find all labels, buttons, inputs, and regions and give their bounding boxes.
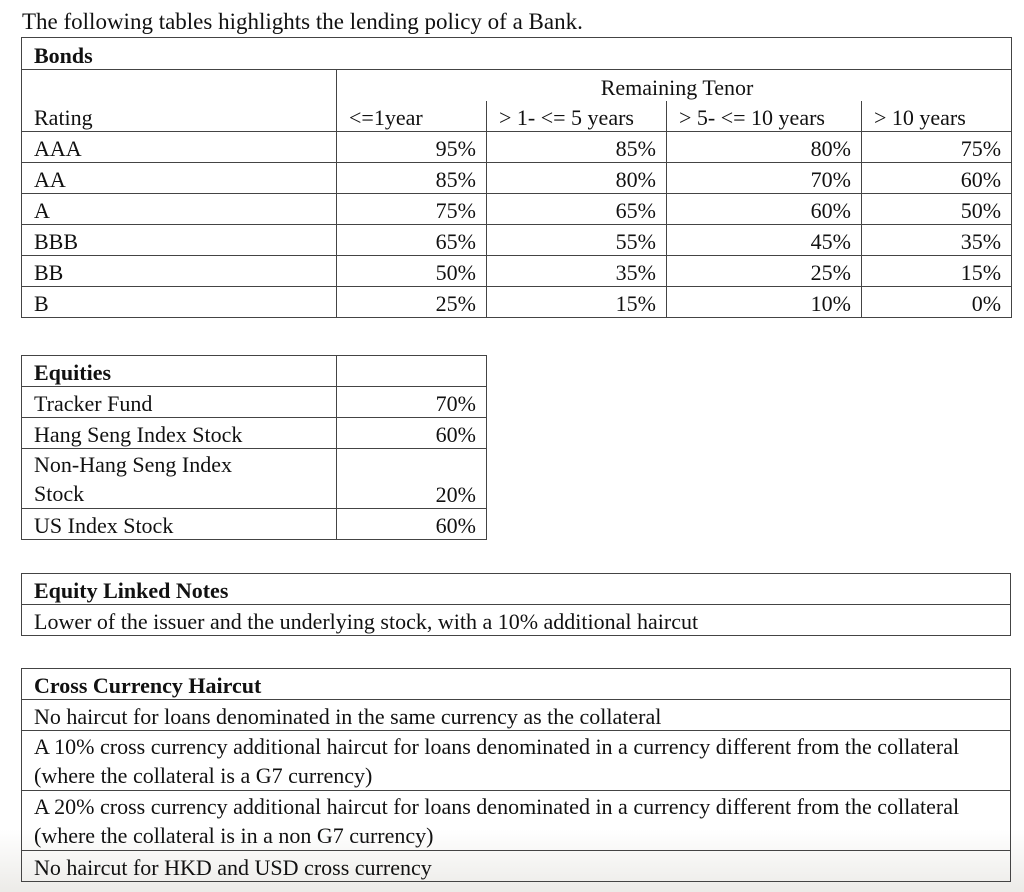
bonds-column-header-row	[22, 101, 1012, 132]
equity-value: 60%	[337, 418, 487, 449]
value-cell: 60%	[667, 194, 862, 225]
table-row	[22, 163, 1012, 194]
value-cell: 50%	[862, 194, 1012, 225]
equity-label: US Index Stock	[22, 509, 337, 540]
table-row	[22, 256, 1012, 287]
equity-label: Hang Seng Index Stock	[22, 418, 337, 449]
ccy-rule: No haircut for loans denominated in the same currency as the collateral	[22, 700, 1011, 731]
column-header: > 5- <= 10 years	[667, 101, 862, 132]
ccy-rule: No haircut for HKD and USD cross currency	[22, 851, 1011, 882]
cross-currency-table	[21, 668, 1011, 882]
intro-text: The following tables highlights the lending policy of a Bank.	[22, 9, 583, 34]
value-cell: 70%	[667, 163, 862, 194]
value-cell: 80%	[667, 132, 862, 163]
value-cell: 80%	[487, 163, 667, 194]
value-cell: 45%	[667, 225, 862, 256]
value-cell: 65%	[337, 225, 487, 256]
equity-value: 20%	[337, 449, 487, 509]
table-row	[22, 194, 1012, 225]
value-cell: 0%	[862, 287, 1012, 318]
value-cell: 50%	[337, 256, 487, 287]
bonds-title-row	[22, 38, 1012, 70]
ccy-rule: A 20% cross currency additional haircut for loans denominated in a currency different from the collateral (where the collateral is in a non G7 currency)	[22, 791, 1011, 851]
eln-table	[21, 573, 1011, 636]
eln-text: Lower of the issuer and the underlying stock, with a 10% additional haircut	[22, 605, 1011, 636]
table-row	[22, 449, 487, 509]
bonds-table	[21, 37, 1012, 318]
equities-title-row	[22, 356, 487, 387]
table-row	[22, 287, 1012, 318]
equities-title: Equities	[22, 356, 337, 387]
table-row	[22, 700, 1011, 731]
rating-cell: A	[22, 194, 337, 225]
value-cell: 95%	[337, 132, 487, 163]
value-cell: 85%	[337, 163, 487, 194]
value-cell: 25%	[337, 287, 487, 318]
table-row	[22, 791, 1011, 851]
rating-cell: BBB	[22, 225, 337, 256]
ccy-title: Cross Currency Haircut	[22, 669, 1011, 700]
ccy-rule: A 10% cross currency additional haircut for loans denominated in a currency different from the collateral (where the collateral is a G7 currency)	[22, 731, 1011, 791]
table-row	[22, 731, 1011, 791]
equities-blank-cell	[337, 356, 487, 387]
value-cell: 75%	[337, 194, 487, 225]
rating-cell: BB	[22, 256, 337, 287]
equity-value: 60%	[337, 509, 487, 540]
table-row	[22, 851, 1011, 882]
value-cell: 35%	[487, 256, 667, 287]
equity-label: Non-Hang Seng Index Stock	[22, 449, 337, 509]
eln-title: Equity Linked Notes	[22, 574, 1011, 605]
ccy-title-row	[22, 669, 1011, 700]
column-header: > 1- <= 5 years	[487, 101, 667, 132]
tenor-header: Remaining Tenor	[337, 70, 1012, 101]
eln-title-row	[22, 574, 1011, 605]
equities-table	[21, 355, 487, 540]
column-header: <=1year	[337, 101, 487, 132]
value-cell: 75%	[862, 132, 1012, 163]
value-cell: 85%	[487, 132, 667, 163]
value-cell: 55%	[487, 225, 667, 256]
rating-cell: B	[22, 287, 337, 318]
value-cell: 35%	[862, 225, 1012, 256]
table-row	[22, 225, 1012, 256]
value-cell: 15%	[862, 256, 1012, 287]
value-cell: 25%	[667, 256, 862, 287]
equity-label: Tracker Fund	[22, 387, 337, 418]
value-cell: 65%	[487, 194, 667, 225]
table-row	[22, 387, 487, 418]
table-row	[22, 132, 1012, 163]
value-cell: 10%	[667, 287, 862, 318]
table-row	[22, 509, 487, 540]
column-header: > 10 years	[862, 101, 1012, 132]
table-row	[22, 605, 1011, 636]
value-cell: 60%	[862, 163, 1012, 194]
rating-cell: AA	[22, 163, 337, 194]
bonds-title: Bonds	[22, 38, 1012, 70]
rating-header: Rating	[22, 101, 337, 132]
rating-cell: AAA	[22, 132, 337, 163]
value-cell: 15%	[487, 287, 667, 318]
bonds-tenor-row	[22, 70, 1012, 101]
equity-value: 70%	[337, 387, 487, 418]
table-row	[22, 418, 487, 449]
bonds-blank-cell	[22, 70, 337, 101]
